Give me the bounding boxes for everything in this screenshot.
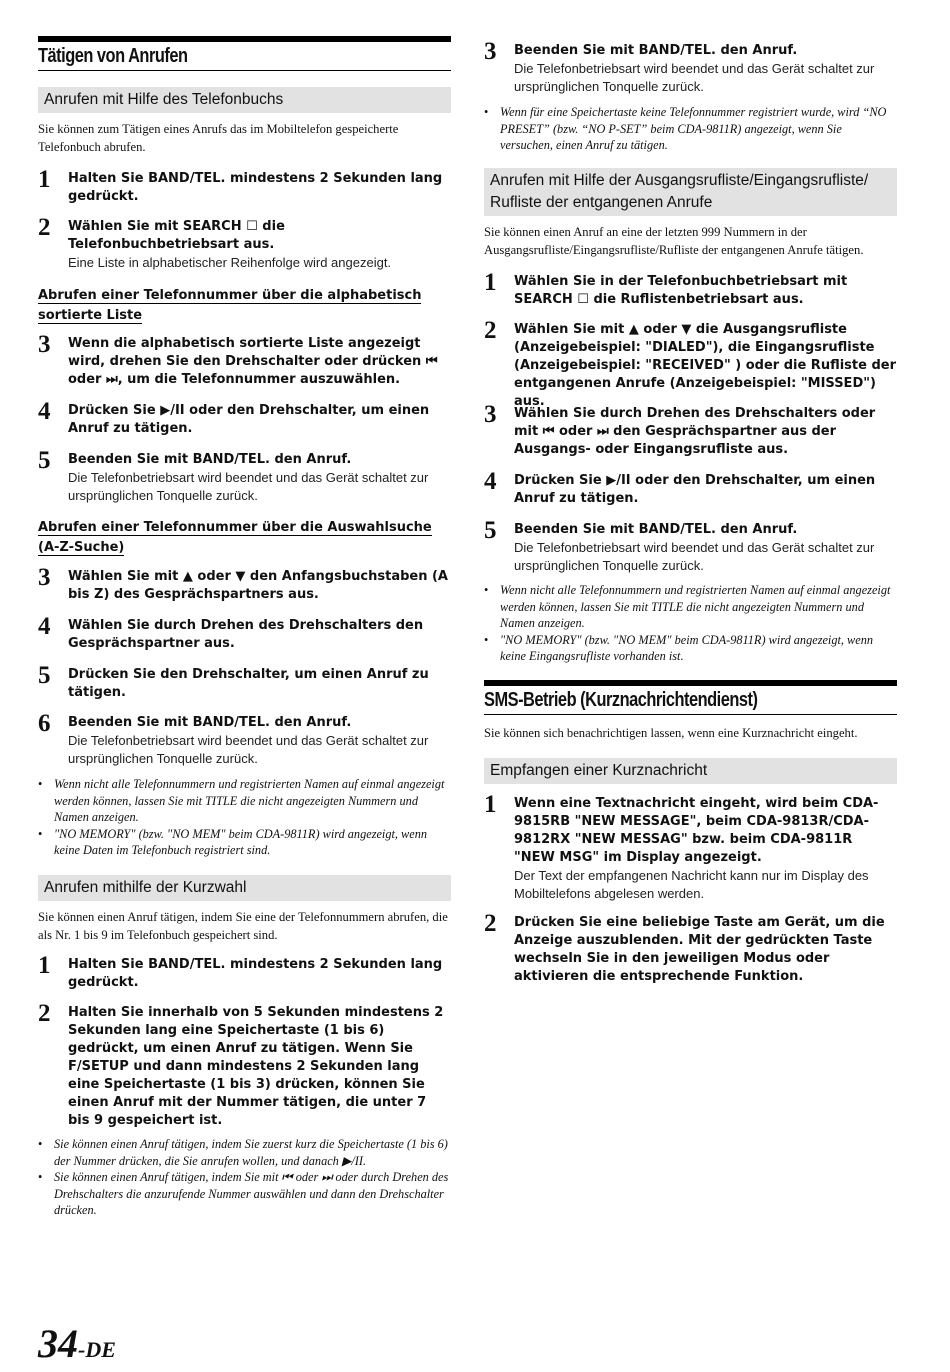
step	[484, 317, 897, 411]
step-number: 1	[38, 166, 51, 193]
notes-callhistory	[484, 582, 897, 665]
subheading-alpha-text: Abrufen einer Telefonnummer über die alphabetisch sortierte Liste	[38, 288, 422, 323]
step	[484, 468, 897, 508]
section-title-calls	[38, 36, 451, 71]
step-text: Drücken Sie ▶/II oder den Drehschalter, um einen Anruf zu tätigen.	[68, 403, 430, 436]
step	[38, 662, 451, 702]
step-number: 2	[38, 214, 51, 241]
step-text: Wählen Sie durch Drehen des Drehschalters den Gesprächspartner aus.	[68, 618, 424, 651]
page-title: Tätigen von Anrufen	[38, 45, 188, 67]
step-text: Beenden Sie mit BAND/TEL. den Anruf.	[68, 715, 352, 730]
intro-callhistory: Sie können einen Anruf an eine der letzten 999 Nummern in der Ausgangsrufliste/Eingangsrufliste/Rufliste der entgangenen Anrufe tätigen.	[484, 225, 864, 257]
notes-top	[484, 104, 897, 154]
step	[38, 398, 451, 438]
step	[38, 447, 451, 504]
step-text: Halten Sie innerhalb von 5 Sekunden mindestens 2 Sekunden lang eine Speichertaste (1 bis 6) gedrückt, um einen Anruf zu tätigen. Wenn Sie F/SETUP und dann mindestens 2 Sekunden lang eine Speichertaste (1 bis 3) drücken, können Sie einen Anruf mit der Nummer tätigen, die unter 7 bis 9 gespeichert ist.	[68, 1005, 444, 1128]
step-text: Beenden Sie mit BAND/TEL. den Anruf.	[514, 522, 798, 537]
subhead-speeddial: Anrufen mithilfe der Kurzwahl	[38, 875, 451, 901]
step-detail: Eine Liste in alphabetischer Reihenfolge wird angezeigt.	[68, 255, 392, 270]
step	[38, 613, 451, 653]
step-number: 4	[38, 613, 51, 640]
subheading-alpha	[38, 286, 451, 325]
step-number: 1	[484, 791, 497, 818]
step-number: 5	[38, 662, 51, 689]
step-text: Wenn die alphabetisch sortierte Liste angezeigt wird, drehen Sie den Drehschalter oder drücken ⏮ oder ⏭, um die Telefonnummer auszuwählen.	[68, 336, 438, 387]
step-detail: Die Telefonbetriebsart wird beendet und das Gerät schaltet zur ursprünglichen Tonquelle zurück.	[68, 470, 429, 503]
step	[38, 214, 451, 272]
subhead-sms-receive: Empfangen einer Kurznachricht	[484, 758, 897, 784]
subhead-phonebook: Anrufen mit Hilfe des Telefonbuchs	[38, 87, 451, 113]
step-text: Wählen Sie mit ▲ oder ▼ den Anfangsbuchstaben (A bis Z) des Gesprächspartners aus.	[68, 569, 448, 602]
step	[484, 791, 897, 902]
note: • Wenn nicht alle Telefonnummern und registrierten Namen auf einmal angezeigt werden können, lassen Sie mit TITLE die nicht angezeigten Nummern und Namen anzeigen.	[38, 776, 451, 826]
sms-title: SMS-Betrieb (Kurznachrichtendienst)	[484, 689, 758, 711]
page-number	[38, 1322, 116, 1372]
step	[38, 331, 451, 389]
step	[38, 166, 451, 206]
page-number-suffix: -DE	[78, 1337, 116, 1362]
intro-phonebook: Sie können zum Tätigen eines Anrufs das im Mobiltelefon gespeicherte Telefonbuch abrufen.	[38, 122, 399, 154]
subheading-az	[38, 518, 451, 557]
step-number: 2	[484, 317, 497, 344]
step	[484, 910, 897, 986]
step-text: Drücken Sie eine beliebige Taste am Gerät, um die Anzeige auszublenden. Mit der gedrückten Taste wechseln Sie in den jeweiligen Modus oder aktivieren die entsprechende Funktion.	[514, 915, 885, 984]
step-text: Halten Sie BAND/TEL. mindestens 2 Sekunden lang gedrückt.	[68, 957, 443, 990]
step	[484, 517, 897, 574]
note: • Sie können einen Anruf tätigen, indem Sie mit ⏮ oder ⏭ oder durch Drehen des Drehschalters die anzurufende Nummer auswählen und dann den Drehschalter drücken.	[38, 1169, 451, 1219]
step-number: 3	[38, 564, 51, 591]
step-number: 3	[38, 331, 51, 358]
step-number: 3	[484, 38, 497, 65]
step	[38, 564, 451, 604]
step-number: 2	[38, 1000, 51, 1027]
step-text: Halten Sie BAND/TEL. mindestens 2 Sekunden lang gedrückt.	[68, 171, 443, 204]
step-text: Beenden Sie mit BAND/TEL. den Anruf.	[68, 452, 352, 467]
step-number: 5	[484, 517, 497, 544]
step-number: 6	[38, 710, 51, 737]
step-detail: Der Text der empfangenen Nachricht kann nur im Display des Mobiltelefons abgelesen werden.	[514, 868, 869, 901]
step	[484, 401, 897, 459]
note: • "NO MEMORY" (bzw. "NO MEM" beim CDA-9811R) wird angezeigt, wenn keine Daten im Telefonbuch registriert sind.	[38, 826, 451, 859]
note: • "NO MEMORY" (bzw. "NO MEM" beim CDA-9811R) wird angezeigt, wenn keine Eingangsrufliste vorhanden ist.	[484, 632, 897, 665]
note: • Wenn für eine Speichertaste keine Telefonnummer registriert wurde, wird “NO PRESET” (bzw. “NO P-SET” beim CDA-9811R) angezeigt, wenn Sie versuchen, einen Anruf zu tätigen.	[484, 104, 897, 154]
subhead-callhistory: Anrufen mit Hilfe der Ausgangsrufliste/Eingangsrufliste/ Rufliste der entgangenen Anrufe	[484, 168, 897, 216]
step-number: 4	[484, 468, 497, 495]
step-number: 5	[38, 447, 51, 474]
step-number: 3	[484, 401, 497, 428]
step	[38, 1000, 451, 1130]
step-number: 1	[484, 269, 497, 296]
step-number: 4	[38, 398, 51, 425]
page-number-value: 34	[38, 1321, 78, 1366]
step-number: 2	[484, 910, 497, 937]
step-text: Beenden Sie mit BAND/TEL. den Anruf.	[514, 43, 798, 58]
step-number: 1	[38, 952, 51, 979]
step-text: Wählen Sie mit SEARCH ☐ die Telefonbuchbetriebsart aus.	[68, 219, 285, 252]
intro-sms: Sie können sich benachrichtigen lassen, wenn eine Kurznachricht eingeht.	[484, 726, 858, 740]
step-text: Wenn eine Textnachricht eingeht, wird beim CDA-9815RB "NEW MESSAGE", beim CDA-9813R/CDA-9812RX "NEW MESSAG" bzw. beim CDA-9811R "NEW MSG" im Display angezeigt.	[514, 796, 879, 865]
step-detail: Die Telefonbetriebsart wird beendet und das Gerät schaltet zur ursprünglichen Tonquelle zurück.	[514, 540, 875, 573]
notes-speeddial	[38, 1136, 451, 1219]
step-text: Drücken Sie ▶/II oder den Drehschalter, um einen Anruf zu tätigen.	[514, 473, 876, 506]
step	[484, 38, 897, 95]
step-text: Drücken Sie den Drehschalter, um einen Anruf zu tätigen.	[68, 667, 429, 700]
step	[38, 952, 451, 992]
section-title-sms	[484, 680, 897, 715]
step-text: Wählen Sie durch Drehen des Drehschalters oder mit ⏮ oder ⏭ den Gesprächspartner aus der Ausgangs- oder Eingangsrufliste aus.	[514, 406, 876, 457]
step-detail: Die Telefonbetriebsart wird beendet und das Gerät schaltet zur ursprünglichen Tonquelle zurück.	[68, 733, 429, 766]
step-detail: Die Telefonbetriebsart wird beendet und das Gerät schaltet zur ursprünglichen Tonquelle zurück.	[514, 61, 875, 94]
note: • Sie können einen Anruf tätigen, indem Sie zuerst kurz die Speichertaste (1 bis 6) der Nummer drücken, die Sie anrufen wollen, und danach ▶/II.	[38, 1136, 451, 1169]
step	[484, 269, 897, 309]
note: • Wenn nicht alle Telefonnummern und registrierten Namen auf einmal angezeigt werden können, lassen Sie mit TITLE die nicht angezeigten Nummern und Namen anzeigen.	[484, 582, 897, 632]
step-text: Wählen Sie in der Telefonbuchbetriebsart mit SEARCH ☐ die Ruflistenbetriebsart aus.	[514, 274, 848, 307]
intro-speeddial: Sie können einen Anruf tätigen, indem Sie eine der Telefonnummern abrufen, die als Nr. 1 bis 9 im Telefonbuch gespeichert sind.	[38, 910, 448, 942]
step	[38, 710, 451, 767]
notes-az	[38, 776, 451, 859]
step-text: Wählen Sie mit ▲ oder ▼ die Ausgangsrufliste (Anzeigebeispiel: "DIALED"), die Eingangsrufliste (Anzeigebeispiel: "RECEIVED" ) oder die Rufliste der entgangenen Anrufe (Anzeigebeispiel: "MISSED") aus.	[514, 322, 896, 409]
subheading-az-text: Abrufen einer Telefonnummer über die Auswahlsuche (A-Z-Suche)	[38, 520, 432, 555]
